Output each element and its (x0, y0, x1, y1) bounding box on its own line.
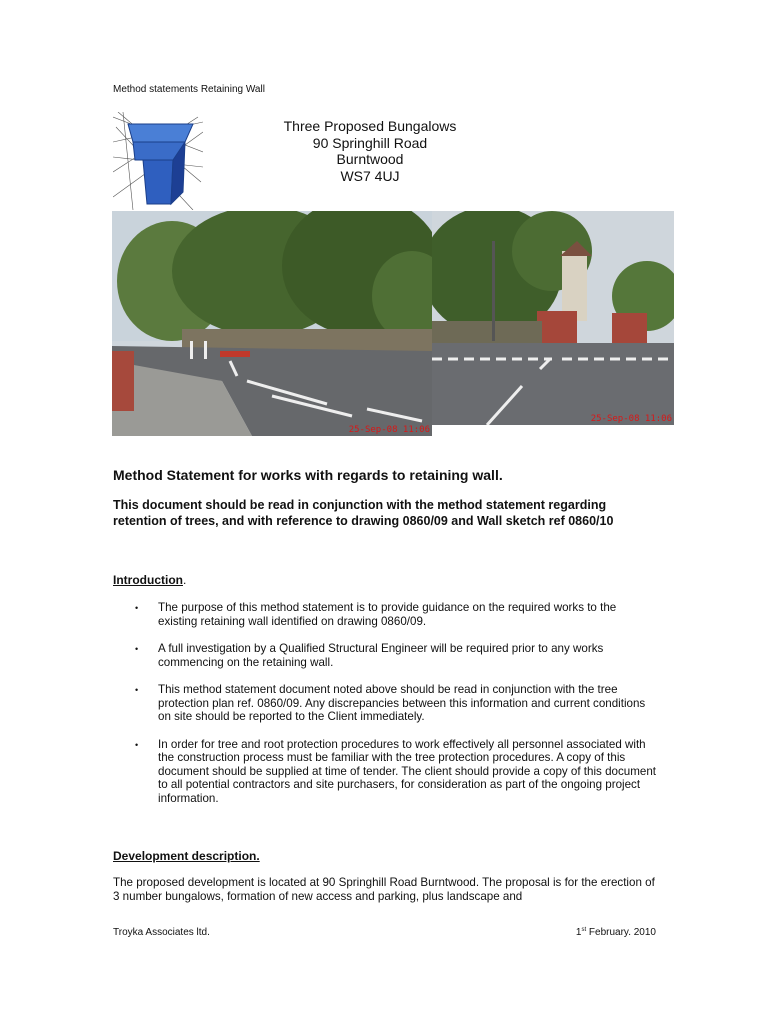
introduction-list (113, 601, 658, 819)
site-photo-right (432, 211, 674, 425)
introduction-title: Introduction (113, 573, 183, 587)
bullet-icon: • (135, 685, 139, 695)
footer-date-day: 1 (575, 927, 582, 938)
company-logo (113, 112, 203, 210)
footer-company: Troyka Associates ltd. (113, 927, 210, 938)
address-line-1: Three Proposed Bungalows (283, 118, 457, 134)
bullet-icon: • (135, 603, 139, 613)
footer-date-rest: February. 2010 (586, 927, 656, 938)
footer-date-suffix: st (581, 927, 587, 933)
list-item-text: The purpose of this method statement is to provide guidance on the required works to the existing retaining wall identified on drawing 0860/09. (158, 601, 617, 628)
bullet-icon: • (135, 739, 139, 750)
document-subheading: This document should be read in conjunction with the method statement regarding retention of trees, and with reference to drawing 0860/09 and Wall sketch ref 0860/10 (113, 498, 614, 528)
introduction-heading (113, 573, 186, 587)
address-line-2: 90 Springhill Road (312, 134, 428, 151)
bullet-icon: • (135, 644, 139, 654)
development-text: The proposed development is located at 90 Springhill Road Burntwood. The proposal is for the erection of 3 number bungalows, formation of new access and parking, plus landscape and (113, 876, 655, 903)
list-item-text: This method statement document noted above should be read in conjunction with the tree protection plan ref. 0860/09. Any discrepancies between this information and current conditions on site should be reported to the Client immediately. (158, 683, 646, 723)
document-heading: Method Statement for works with regards to retaining wall. (113, 467, 503, 483)
list-item (113, 642, 658, 669)
header-label: Method statements Retaining Wall (113, 84, 265, 95)
address-block (270, 118, 470, 184)
development-heading (113, 849, 260, 863)
site-photo-left (112, 211, 432, 436)
development-title: Development description. (113, 849, 260, 863)
address-line-4: WS7 4UJ (340, 167, 400, 184)
list-item (113, 683, 658, 724)
list-item-text: A full investigation by a Qualified Structural Engineer will be required prior to any works commencing on the retaining wall. (158, 642, 604, 669)
photo-timestamp: 25-Sep-08 11:06 (348, 425, 430, 435)
address-line-3: Burntwood (336, 151, 404, 167)
footer-date (576, 927, 656, 938)
photo-timestamp: 25-Sep-08 11:06 (590, 414, 672, 424)
list-item-text: In order for tree and root protection procedures to work effectively all personnel associated with the construction process must be familiar with the tree protection procedures. A copy of this document should be supplied at time of tender. The client should provide a copy of this document to all potential contractors and site purchasers, for consideration as part of the ongoing project information. (158, 737, 656, 805)
list-item (113, 738, 658, 806)
list-item (113, 601, 658, 628)
introduction-title-suffix: . (182, 573, 187, 587)
